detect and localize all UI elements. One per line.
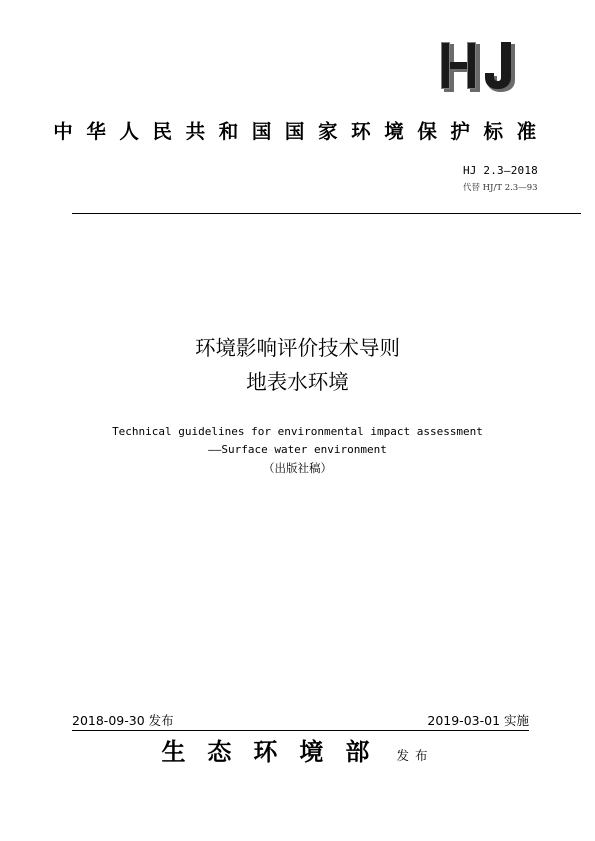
authority-title: 中华人民共和国国家环境保护标准 [53,120,550,143]
footer-divider [72,730,529,731]
replaced-standard: 代替 HJ/T 2.3—93 [462,183,538,193]
title-en-line1: Technical guidelines for environmental impact assessment [112,425,483,438]
issue-date: 2018-09-30 发布 [72,713,174,728]
implementation-date: 2019-03-01 实施 [427,713,529,728]
header-divider [72,213,581,214]
issuer-name: 生态环境部 [161,737,392,766]
title-cn-line2: 地表水环境 [246,370,349,394]
title-cn-line1: 环境影响评价技术导则 [195,336,400,360]
hj-logo-icon [436,40,536,94]
hj-logo [436,40,536,94]
standard-code: HJ 2.3—2018 [462,164,538,177]
title-en-line2: ——Surface water environment [208,443,387,456]
issuer [0,732,595,767]
issuer-verb: 发布 [396,748,434,763]
draft-note: （出版社稿） [263,461,332,475]
standard-code-block [463,164,538,193]
